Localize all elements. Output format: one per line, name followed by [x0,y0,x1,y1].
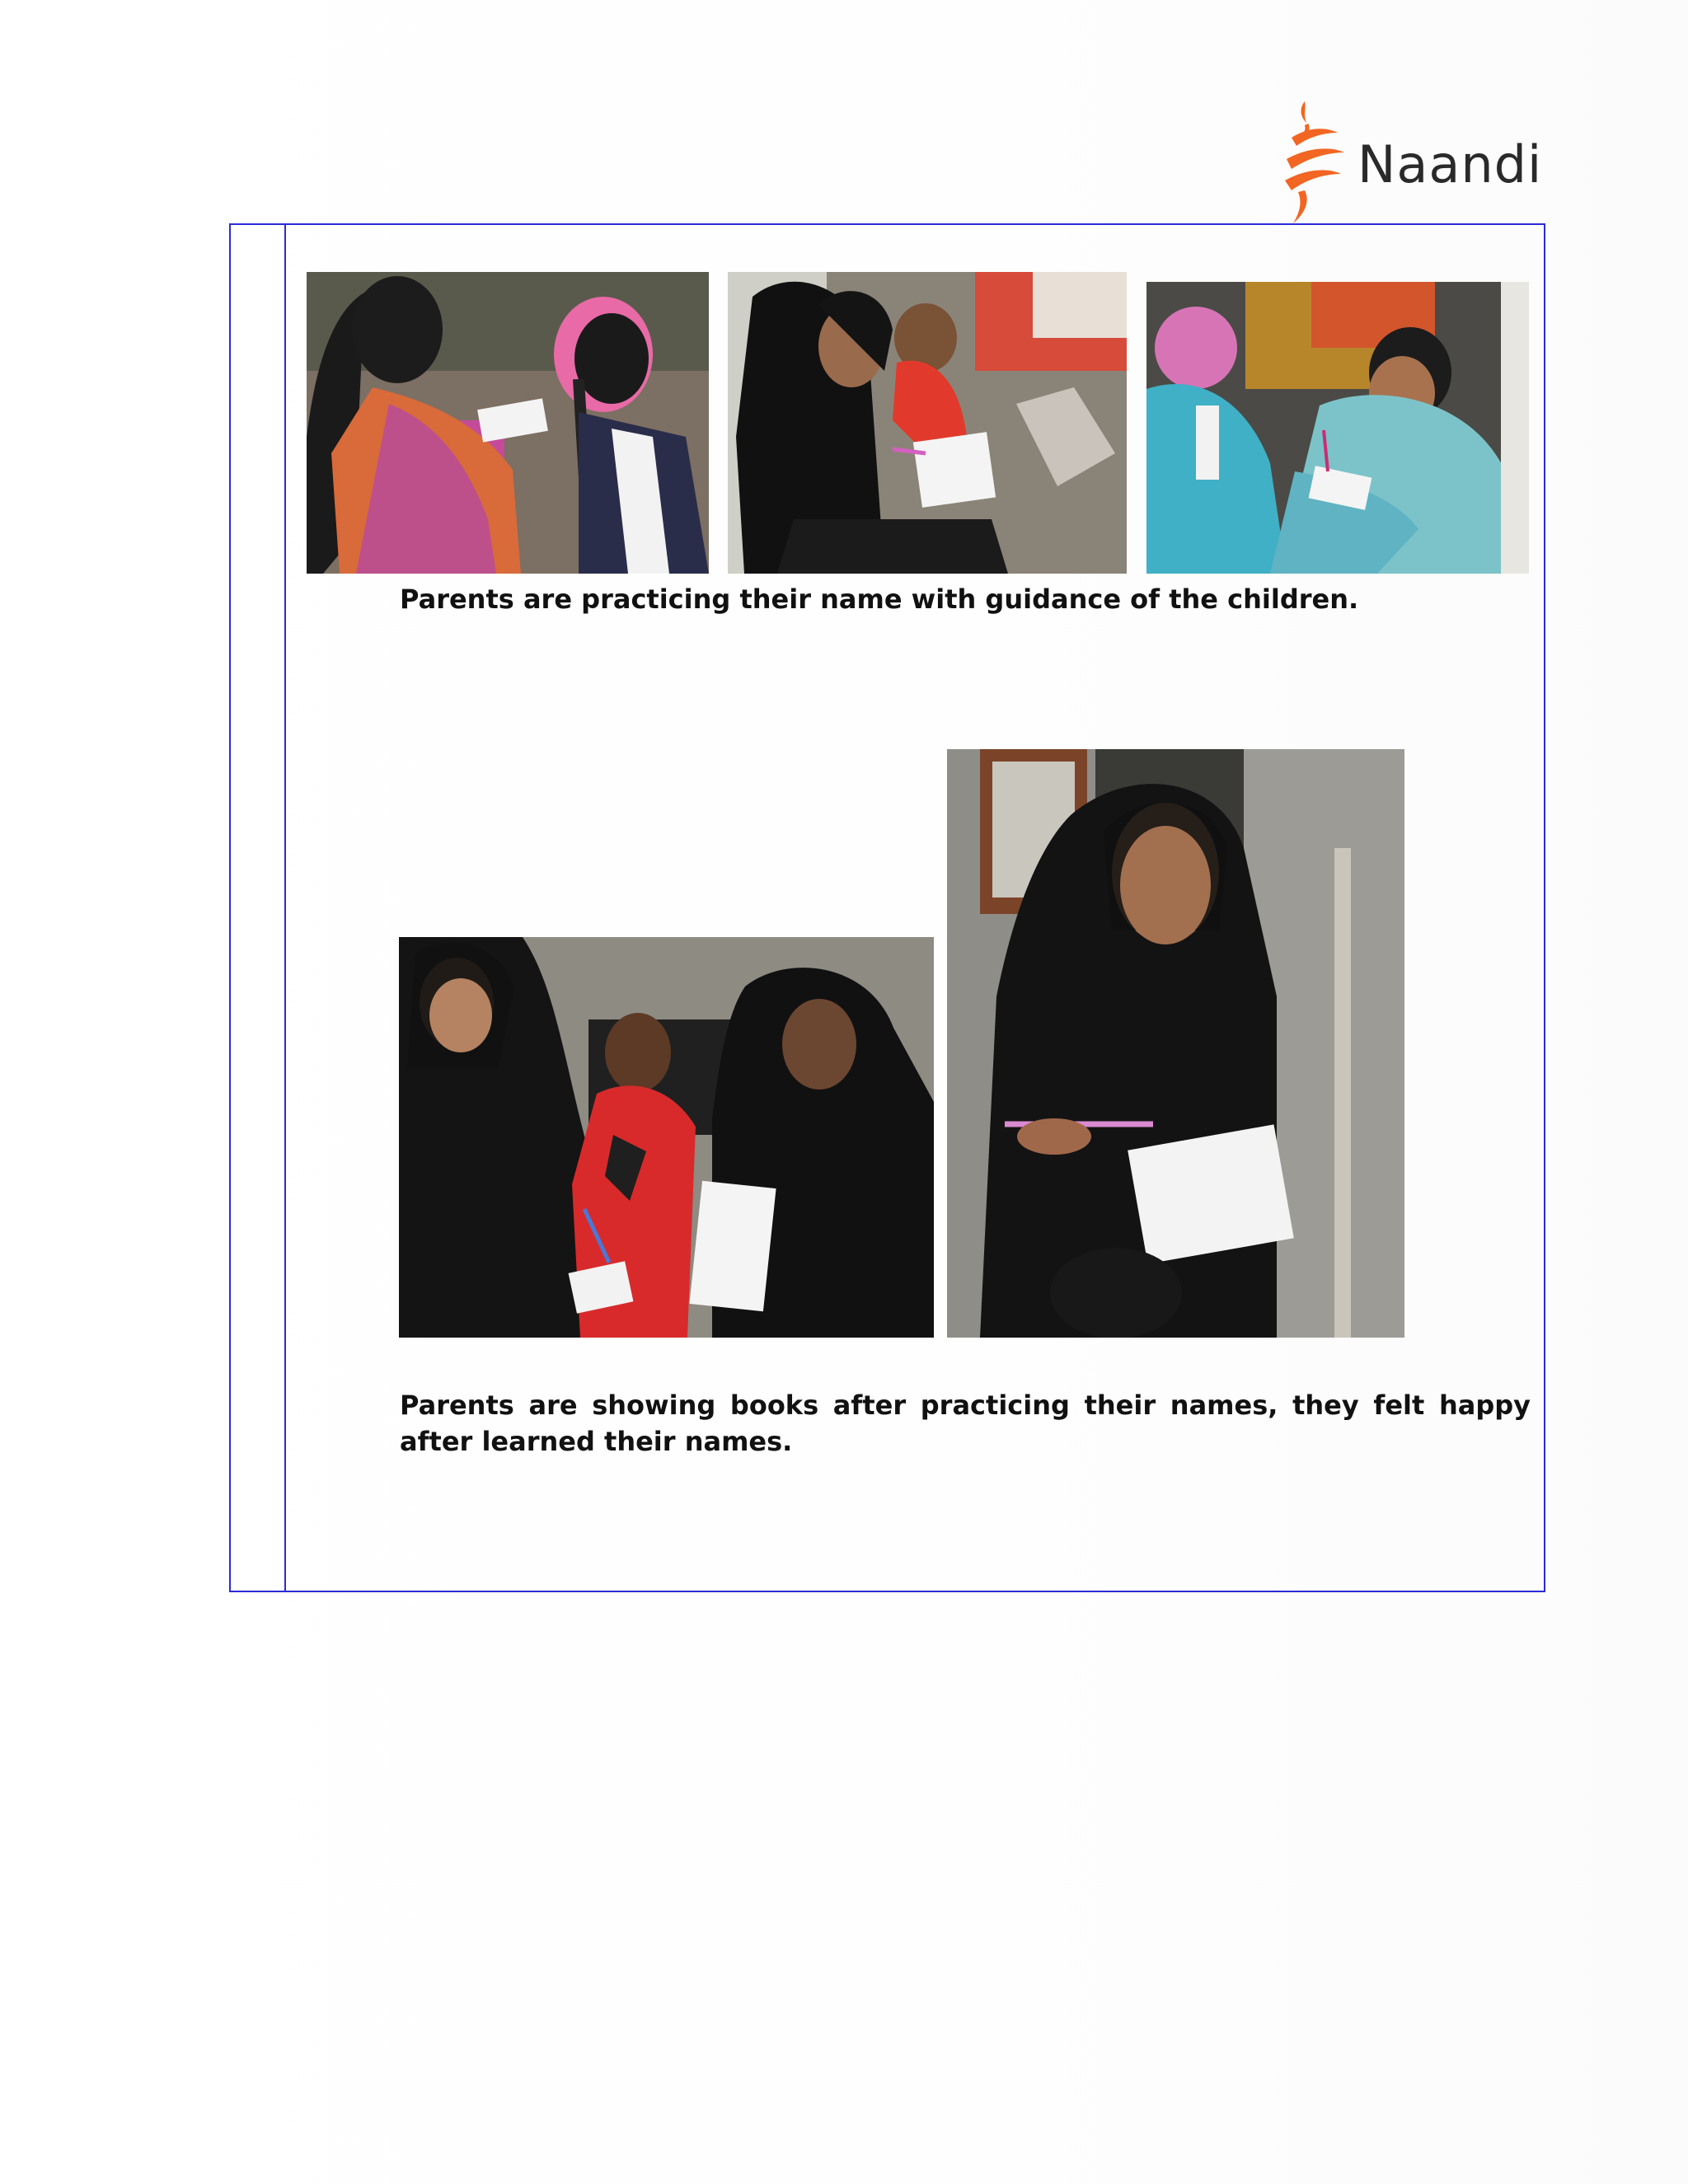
woman-holding-paper-and-pen-photo [947,749,1404,1338]
logo-text: Naandi [1357,134,1543,194]
woman-in-blue-writing-photo [1146,282,1529,574]
naandi-logo [1273,95,1543,227]
caption-practicing-names: Parents are practicing their name with guidance of the children. [400,583,1359,615]
parent-and-child-writing-photo [307,272,709,574]
frame-left-rule [284,223,286,1592]
three-women-holding-papers-photo [399,937,934,1338]
caption-showing-books: Parents are showing books after practicing their names, they felt happy after learned their names. [400,1390,1531,1457]
naandi-flame-icon [1273,95,1364,227]
mother-with-toddler-writing-photo [728,272,1127,574]
